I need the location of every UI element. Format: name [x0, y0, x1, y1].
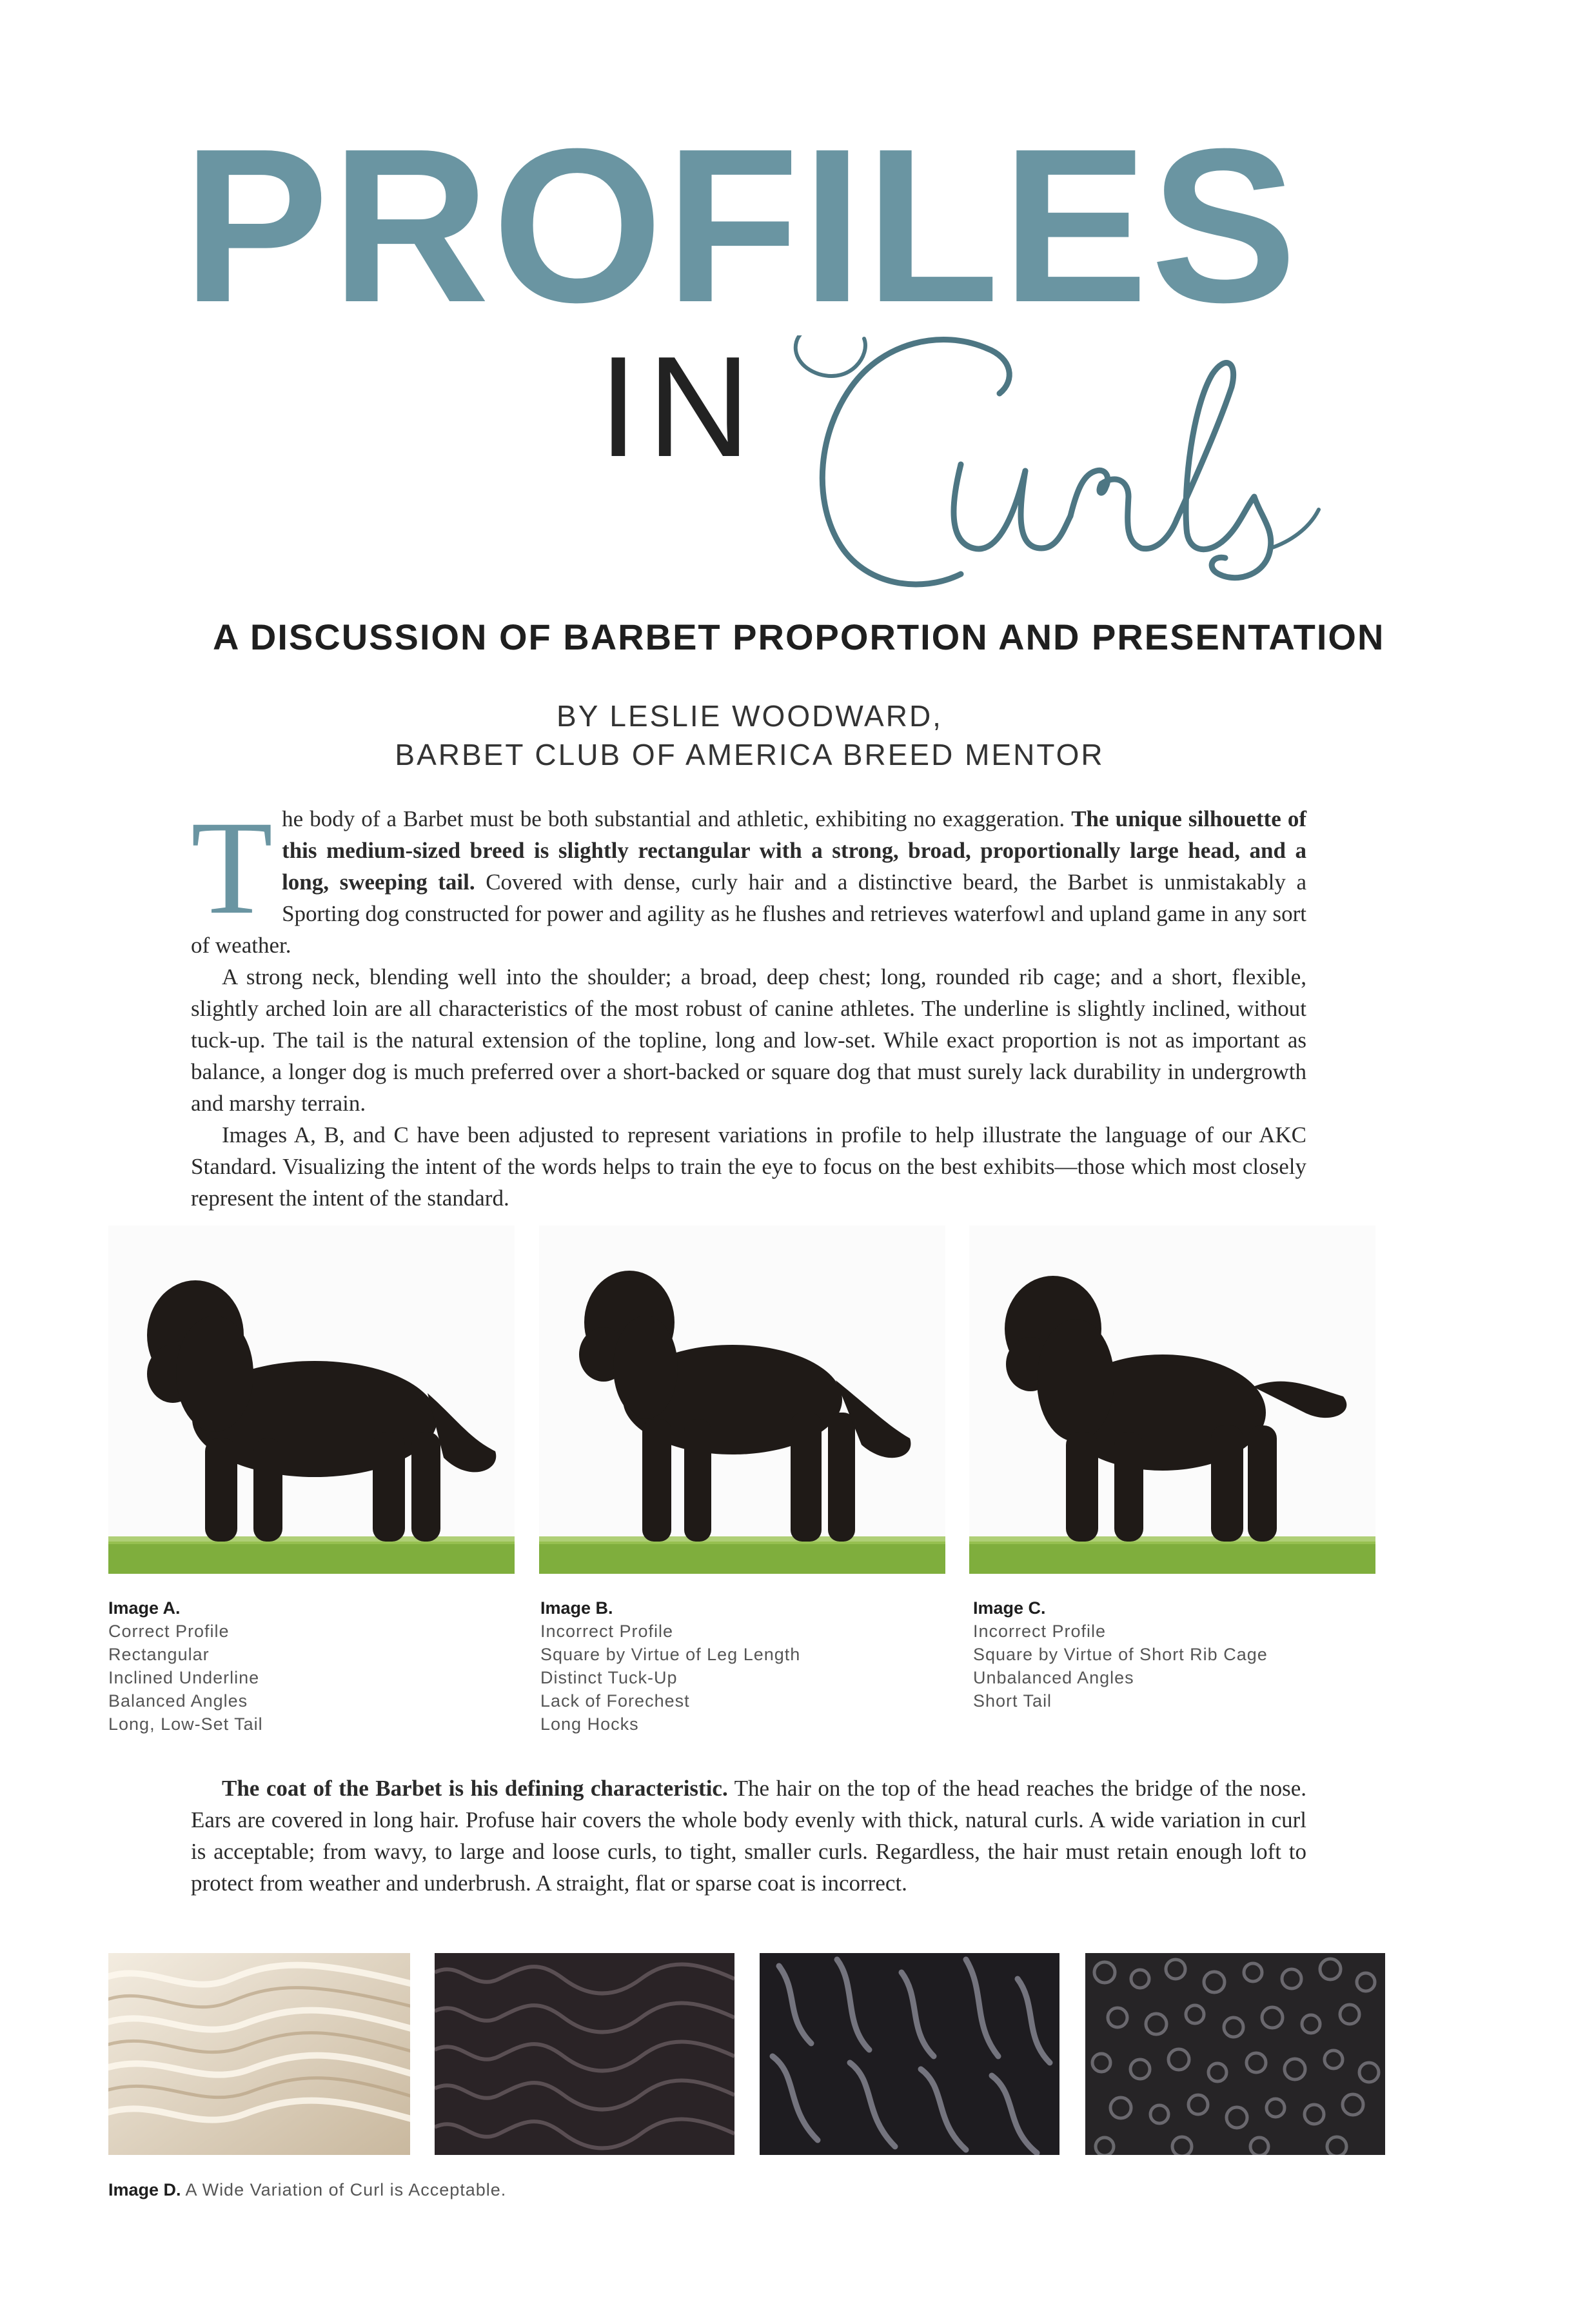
caption-line: Distinct Tuck-Up: [540, 1668, 678, 1687]
caption-line: Lack of Forechest: [540, 1691, 690, 1711]
byline-author: BY LESLIE WOODWARD,: [557, 699, 943, 733]
caption-line: Long Hocks: [540, 1714, 639, 1734]
intro-text-a: he body of a Barbet must be both substantial and athletic, exhibiting no exaggeration.: [282, 806, 1072, 831]
paragraph-structure: A strong neck, blending well into the shoulder; a broad, deep chest; long, rounded rib cage; and a short, flexible, slightly arched loin are all characteristics of the most robust of canine athletes. The underline is slightly inclined, without tuck-up. The tail is the natural extension of the topline, long and low-set. While exact proportion is not as important as balance, a longer dog is much preferred over a short-backed or square dog that must surely lack durability in undergrowth and marshy terrain.: [191, 964, 1306, 1116]
caption-title: Image D.: [108, 2180, 181, 2199]
paragraph-intro: [191, 793, 1307, 961]
caption-title: Image A.: [108, 1598, 181, 1618]
caption-image-b: [540, 1596, 953, 1736]
caption-image-d: [108, 2180, 506, 2200]
curls-script-logo: [793, 335, 1322, 606]
article-subtitle: A DISCUSSION OF BARBET PROPORTION AND PRESENTATION: [213, 617, 1385, 657]
coat-text: The hair on the top of the head reaches the bridge of the nose. Ears are covered in long hair. Profuse hair covers the whole body evenly with thick, natural curls. A wide variation in curl is acceptable; from wavy, to large and loose curls, to tight, smaller curls. Regardless, the hair must retain enough loft to protect from weather and underbrush. A straight, flat or sparse coat is incorrect.: [191, 1776, 1306, 1896]
dog-photo-c: [969, 1226, 1375, 1574]
caption-line: Inclined Underline: [108, 1668, 260, 1687]
intro-text-b: Covered with dense, curly hair and a distinctive beard, the Barbet is unmistakably a Sporting dog constructed for power and agility as he flushes and retrieves waterfowl and upland game in any sort of weather.: [191, 869, 1307, 958]
article-body: [191, 793, 1307, 1214]
caption-title: Image B.: [540, 1598, 613, 1618]
dog-photo-b: [539, 1226, 945, 1574]
drop-cap: T: [191, 793, 273, 942]
caption-image-a: [108, 1596, 521, 1736]
coat-photo-dark-wavy: [435, 1953, 734, 2155]
coat-paragraph: [191, 1772, 1306, 1899]
caption-line: Rectangular: [108, 1645, 210, 1664]
coat-bold: The coat of the Barbet is his defining characteristic.: [222, 1776, 728, 1801]
coat-photo-cords: [760, 1953, 1059, 2155]
caption-line: Long, Low-Set Tail: [108, 1714, 263, 1734]
caption-line: Incorrect Profile: [973, 1622, 1107, 1641]
caption-text: A Wide Variation of Curl is Acceptable.: [181, 2180, 507, 2199]
caption-title: Image C.: [973, 1598, 1046, 1618]
byline-affiliation: BARBET CLUB OF AMERICA BREED MENTOR: [395, 738, 1105, 771]
caption-line: Short Tail: [973, 1691, 1052, 1711]
dog-photo-a: [108, 1226, 515, 1574]
title-profiles: PROFILES: [182, 103, 1300, 348]
coat-photo-tight-curls: [1085, 1953, 1385, 2155]
intro-bold: The unique silhouette of this medium-sized breed is slightly rectangular with a strong, broad, proportionally large head, and a long, sweeping tail.: [282, 806, 1306, 895]
caption-line: Balanced Angles: [108, 1691, 248, 1711]
caption-line: Incorrect Profile: [540, 1622, 674, 1641]
paragraph-images-intro: Images A, B, and C have been adjusted to represent variations in profile to help illustrate the language of our AKC Standard. Visualizing the intent of the words helps to train the eye to focus on the best exhibits—those which most closely represent the intent of the standard.: [191, 1122, 1306, 1211]
title-in: IN: [598, 327, 760, 487]
paragraph-coat: [191, 1772, 1306, 1899]
coat-photo-white: [108, 1953, 410, 2155]
caption-line: Square by Virtue of Leg Length: [540, 1645, 801, 1664]
caption-line: Correct Profile: [108, 1622, 230, 1641]
caption-line: Square by Virtue of Short Rib Cage: [973, 1645, 1268, 1664]
caption-line: Unbalanced Angles: [973, 1668, 1134, 1687]
caption-image-c: [973, 1596, 1386, 1712]
